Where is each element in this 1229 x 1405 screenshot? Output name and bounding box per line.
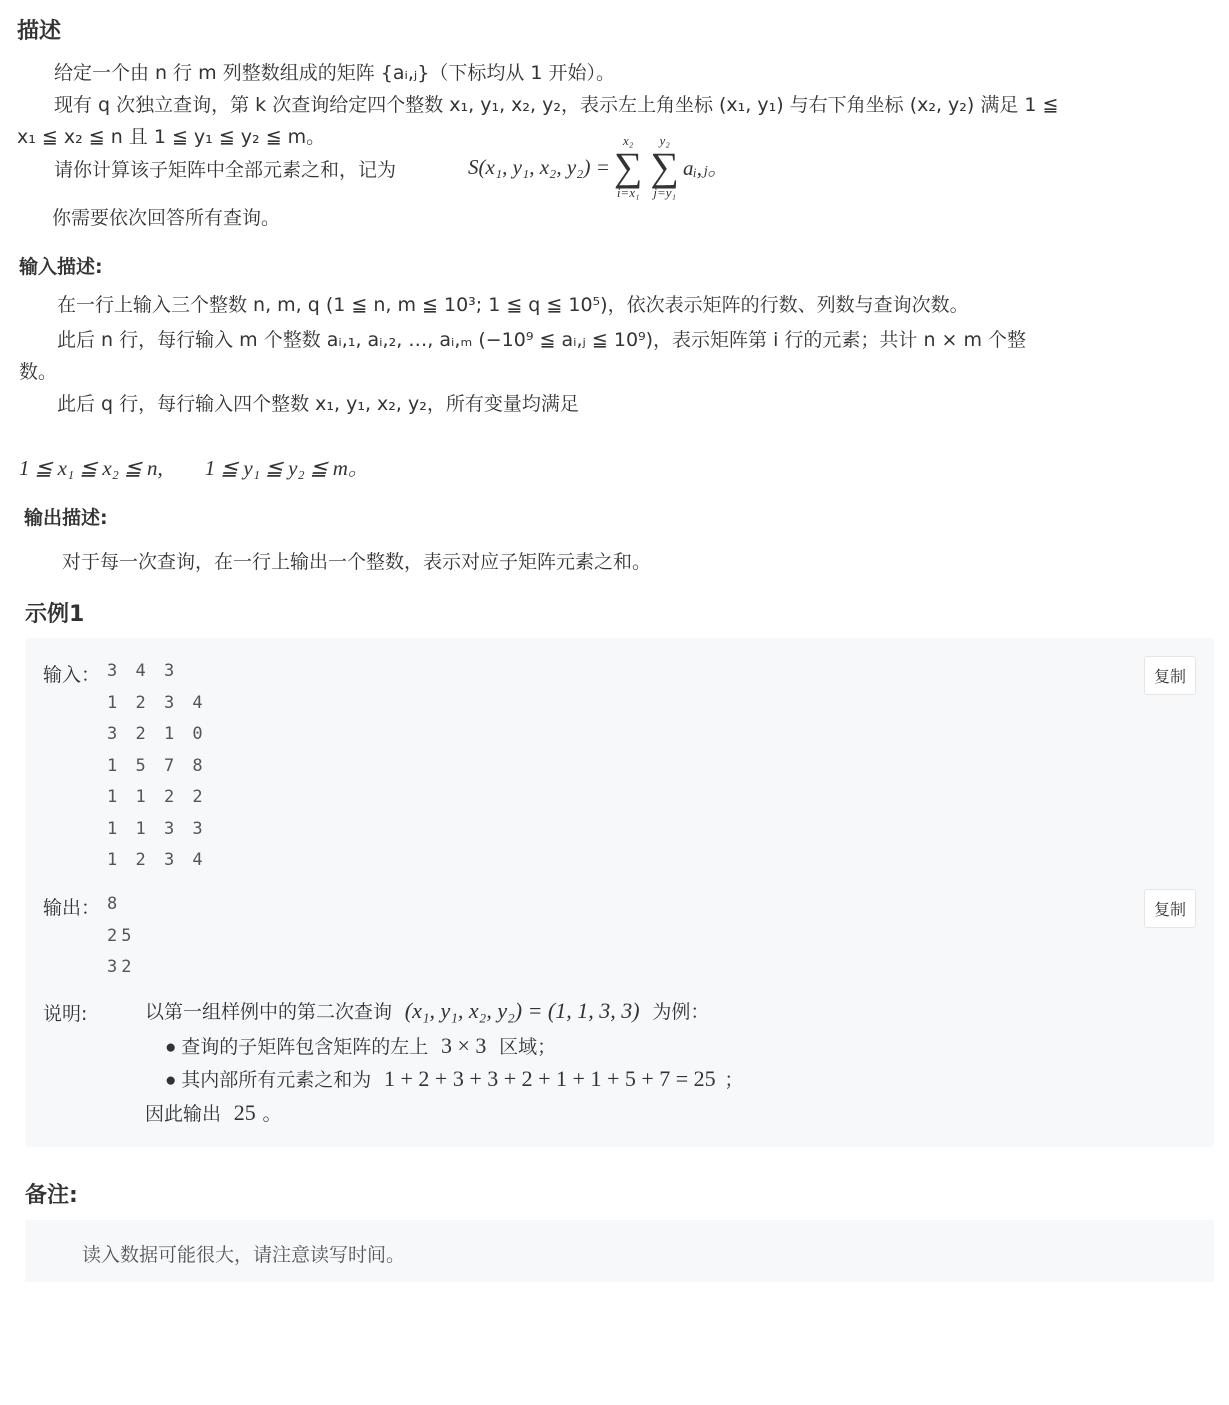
input-line: 3 2 1 0 xyxy=(107,724,207,744)
description-line1: 给定一个由 n 行 m 列整数组成的矩阵 {aᵢ,ⱼ}（下标均从 1 开始）。 xyxy=(54,62,615,84)
explain-line1 xyxy=(145,997,709,1024)
remark-box xyxy=(25,1220,1214,1282)
sum-j-upper: y₂ xyxy=(659,133,670,148)
bullet-tail: ； xyxy=(724,1070,744,1091)
copy-output-button[interactable]: 复制 xyxy=(1144,889,1196,928)
description-heading: 描述 xyxy=(17,19,62,44)
explain-text: 因此输出 xyxy=(145,1104,222,1125)
explain-tail: 。 xyxy=(262,1104,282,1125)
explain-label: 说明: xyxy=(43,1003,88,1025)
output-line: 8 xyxy=(107,894,122,914)
bullet-math: 1 + 2 + 3 + 3 + 2 + 1 + 1 + 5 + 7 = 25 xyxy=(384,1066,716,1091)
example-heading: 示例1 xyxy=(25,602,85,627)
explain-bullet2 xyxy=(165,1065,743,1092)
bullet-tail: 区域； xyxy=(499,1037,557,1058)
sum-j-lower: j=y₁ xyxy=(653,185,677,200)
copy-input-button[interactable]: 复制 xyxy=(1144,656,1196,695)
sum-i-lower: i=x₁ xyxy=(616,185,640,200)
formula-term: aᵢ,ⱼ。 xyxy=(682,156,729,180)
sum-i-upper: x₂ xyxy=(623,133,634,148)
input-desc-line2b: 数。 xyxy=(19,361,58,383)
sigma-symbol: ∑ xyxy=(650,144,679,189)
sigma-symbol: ∑ xyxy=(613,144,643,189)
explain-line4 xyxy=(145,1099,282,1126)
explain-bullet1 xyxy=(165,1032,556,1059)
example-input-code[interactable] xyxy=(107,656,207,877)
input-line: 1 1 3 3 xyxy=(107,818,207,839)
bullet-math: 3 × 3 xyxy=(441,1033,487,1058)
input-desc-heading: 输入描述: xyxy=(19,256,103,278)
explain-tail: 为例： xyxy=(652,1002,710,1023)
sum-formula xyxy=(468,134,729,200)
remark-line1: 读入数据可能很大，请注意读写时间。 xyxy=(82,1245,406,1266)
formula-left: S(x₁, y₁, x₂, y₂) = xyxy=(468,154,610,179)
description-line2: 现有 q 次独立查询，第 k 次查询给定四个整数 x₁, y₁, x₂, y₂，表示左上角坐标 (x₁, y₁) 与右下角坐标 (x₂, y₂) 满足 1 ≦ xyxy=(54,94,1059,116)
description-line4: 你需要依次回答所有查询。 xyxy=(52,207,281,229)
explain-math: (x₁, y₁, x₂, y₂) = (1, 1, 3, 3) xyxy=(404,998,640,1023)
input-line: 1 5 7 8 xyxy=(107,755,207,776)
input-line: 1 2 3 4 xyxy=(107,850,207,870)
explain-text: 以第一组样例中的第二次查询 xyxy=(145,1002,393,1023)
example-input-label: 输入： xyxy=(43,664,101,686)
output-desc-heading: 输出描述: xyxy=(24,507,108,529)
input-desc-line2: 此后 n 行，每行输入 m 个整数 aᵢ,₁, aᵢ,₂, …, aᵢ,ₘ (−10⁹ ≦ aᵢ,ⱼ ≦ 10⁹)，表示矩阵第 i 行的元素；共计 n × m 个整 xyxy=(57,329,1027,351)
description-line2b: x₁ ≦ x₂ ≦ n 且 1 ≦ y₁ ≦ y₂ ≦ m。 xyxy=(17,126,326,148)
input-constraint: 1 ≦ x₁ ≦ x₂ ≦ n, 1 ≦ y₁ ≦ y₂ ≦ m。 xyxy=(19,456,369,480)
example-box xyxy=(25,638,1214,1147)
output-line: 32 xyxy=(107,957,136,977)
sum-sigma-j xyxy=(650,134,679,200)
example-output-label: 输出： xyxy=(43,897,101,919)
input-desc-line3: 此后 q 行，每行输入四个整数 x₁, y₁, x₂, y₂，所有变量均满足 xyxy=(57,393,579,415)
bullet-icon: ● xyxy=(165,1070,177,1091)
bullet-text: 其内部所有元素之和为 xyxy=(181,1070,372,1091)
example-output-code[interactable] xyxy=(107,889,135,984)
input-line: 1 2 3 4 xyxy=(107,692,207,713)
explain-math: 25 xyxy=(233,1100,256,1125)
input-desc-line1: 在一行上输入三个整数 n, m, q (1 ≦ n, m ≦ 10³; 1 ≦ q ≦ 10⁵)，依次表示矩阵的行数、列数与查询次数。 xyxy=(57,294,969,316)
output-desc-line1: 对于每一次查询，在一行上输出一个整数，表示对应子矩阵元素之和。 xyxy=(62,551,652,573)
remark-heading: 备注: xyxy=(25,1183,78,1208)
input-line: 3 4 3 xyxy=(107,661,179,681)
description-line3: 请你计算该子矩阵中全部元素之和，记为 xyxy=(54,159,397,181)
sum-sigma-i xyxy=(614,134,643,200)
output-line: 25 xyxy=(107,925,136,946)
bullet-icon: ● xyxy=(165,1037,177,1058)
bullet-text: 查询的子矩阵包含矩阵的左上 xyxy=(181,1037,429,1058)
input-line: 1 1 2 2 xyxy=(107,787,207,807)
